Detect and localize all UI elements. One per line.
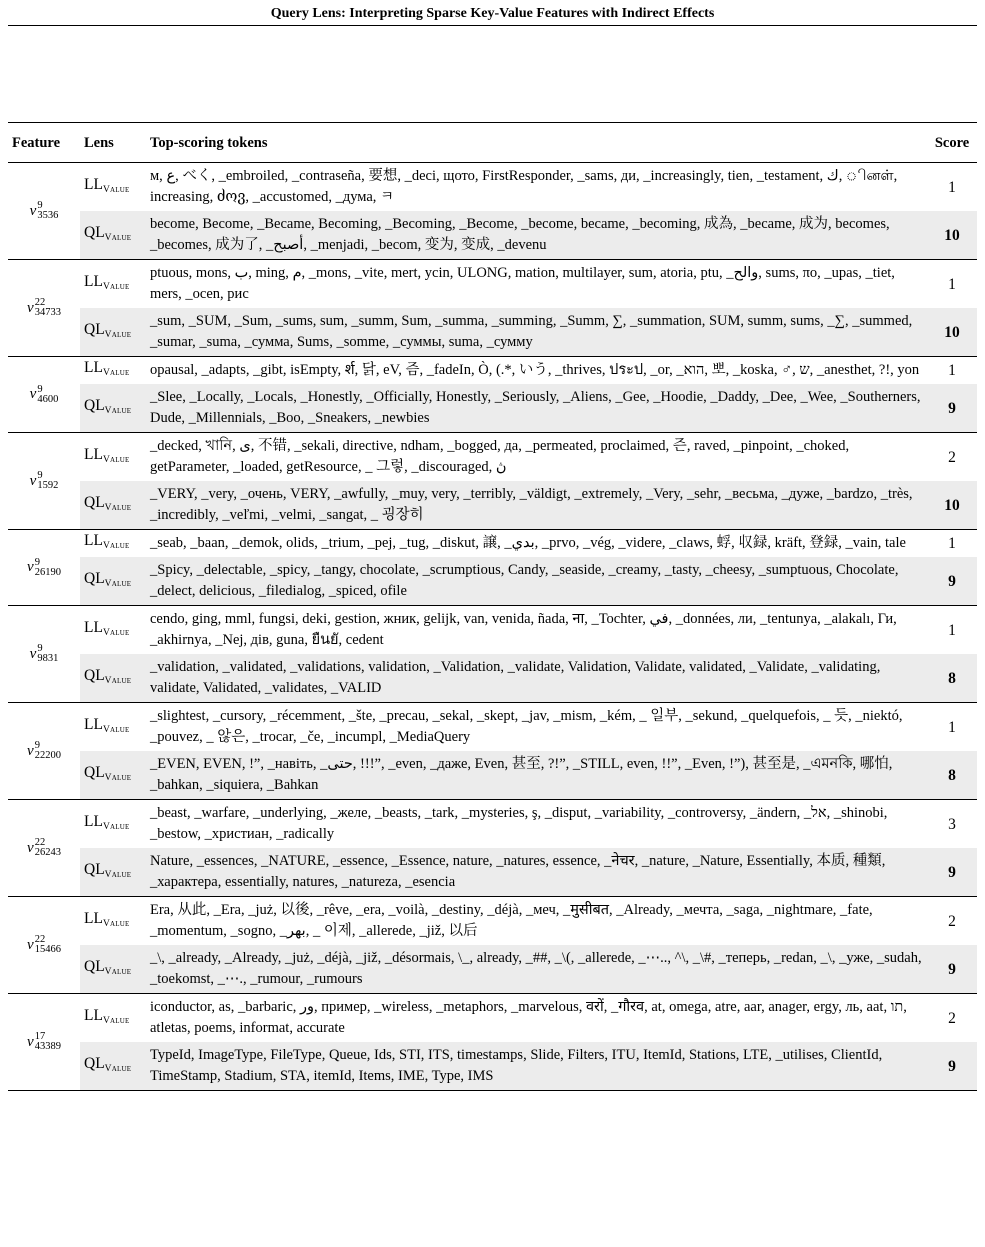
ll-token-list: _seab, _baan, _demok, olids, _trium, _pej, _tug, _diskut, 譲, _بدي, _prvo, _vég, _videre, _claws, 蜉, 収録, kräft, 登録, _vain, tale bbox=[146, 530, 927, 558]
ll-lens-label bbox=[80, 994, 146, 1043]
feature-indices bbox=[37, 385, 58, 405]
feature-index: 34733 bbox=[34, 307, 61, 319]
ll-lens-subscript: Value bbox=[102, 627, 130, 638]
feature-layer: 9 bbox=[37, 383, 43, 395]
ql-lens-name: QL bbox=[84, 860, 105, 878]
feature-id bbox=[8, 433, 80, 530]
ql-token-list: _EVEN, EVEN, !”, _навіть, _حتى, !!!”, _even, _даже, Even, 甚至, ?!”, _STILL, even, !!”, _Even, !”), 甚至是, _এমনকি, 哪怕, _bahkan, _siquiera, _Bahkan bbox=[146, 751, 927, 800]
feature-symbol: v bbox=[27, 839, 34, 856]
column-header-feature: Feature bbox=[8, 123, 80, 163]
ql-token-list: _Spicy, _delectable, _spicy, _tangy, chocolate, _scrumptious, Candy, _seaside, _creamy, _tasty, _cheesy, _sumptuous, Chocolate, _delect, delicious, _filedialog, _spiced, ofile bbox=[146, 557, 927, 606]
ll-lens-subscript: Value bbox=[102, 918, 130, 929]
feature-indices bbox=[35, 298, 61, 318]
running-header: Query Lens: Interpreting Sparse Key-Value Features with Indirect Effects bbox=[270, 6, 715, 21]
column-header-score: Score bbox=[927, 123, 977, 163]
ql-score: 9 bbox=[927, 848, 977, 897]
ll-lens-subscript: Value bbox=[102, 541, 130, 551]
ll-score: 3 bbox=[927, 800, 977, 849]
feature-indices bbox=[35, 838, 61, 858]
ql-score: 10 bbox=[927, 211, 977, 260]
ll-lens-label bbox=[80, 433, 146, 482]
ql-lens-label bbox=[80, 308, 146, 357]
ll-lens-label bbox=[80, 163, 146, 212]
ql-lens-name: QL bbox=[84, 320, 105, 338]
ql-token-list: _Slee, _Locally, _Locals, _Honestly, _Officially, Honestly, _Seriously, _Aliens, _Gee, _Hoodie, _Daddy, _Dee, _Wee, _Southerners, Dude, _Millennials, _Boo, _Sneakers, _newbies bbox=[146, 384, 927, 433]
ll-score: 1 bbox=[927, 163, 977, 212]
ll-token-list: _decked, খানি, ی, 不错, _sekali, directive, ndham, _bogged, да, _permeated, proclaimed, 즌, raved, _pinpoint, _choked, getParameter, _loaded, getResource, _ 그렇, _discouraged, ڽ bbox=[146, 433, 927, 482]
feature-indices bbox=[35, 558, 61, 578]
ll-lens-name: LL bbox=[84, 359, 103, 376]
ll-score: 1 bbox=[927, 530, 977, 558]
ql-lens-subscript: Value bbox=[104, 675, 132, 686]
ll-lens-subscript: Value bbox=[102, 1015, 130, 1026]
table-row bbox=[8, 800, 977, 849]
ql-lens-subscript: Value bbox=[104, 1063, 132, 1074]
feature-id bbox=[8, 800, 80, 897]
ll-lens-name: LL bbox=[84, 175, 103, 193]
ll-token-list: opausal, _adapts, _gibt, isEmpty, र्श, 닭, eV, 즘, _fadeIn, Ò, (.*, いう, _thrives, ประป, _or, _הוא, 뽀, _koska, ♂, ש, _anesthet, ?!, yon bbox=[146, 357, 927, 385]
feature-id bbox=[8, 163, 80, 260]
ql-token-list: _VERY, _very, _очень, VERY, _awfully, _muy, very, _terribly, _väldigt, _extremely, _Very, _sehr, _весьма, _дуже, _bardzo, _très, _incredibly, _veľmi, _velmi, _sangat, _ 굉장히 bbox=[146, 481, 927, 530]
ql-score: 9 bbox=[927, 384, 977, 433]
ll-lens-subscript: Value bbox=[102, 281, 130, 292]
ql-lens-subscript: Value bbox=[104, 869, 132, 880]
ql-lens-name: QL bbox=[84, 763, 105, 781]
ll-lens-label bbox=[80, 530, 146, 558]
feature-id bbox=[8, 703, 80, 800]
ql-score: 10 bbox=[927, 308, 977, 357]
ll-token-list: iconductor, as, _barbaric, ور, пример, _wireless, _metaphors, _marvelous, वरों, _गौरव, at, omega, atre, aar, anager, ergy, ль, aat, תו, atletas, poems, informat, accurate bbox=[146, 994, 927, 1043]
ll-score: 1 bbox=[927, 260, 977, 309]
ll-token-list: м, ع, べく, _embroiled, _contraseña, 要想, _deci, щото, FirstResponder, _sams, ди, _increasingly, tien, _testament, ك, ினள், increasing, ძოვ, _accustomed, _дума, ㅋ bbox=[146, 163, 927, 212]
ll-lens-label bbox=[80, 357, 146, 385]
table-row bbox=[8, 703, 977, 752]
feature-index: 3536 bbox=[37, 210, 59, 222]
feature-id bbox=[8, 260, 80, 357]
table-row bbox=[8, 848, 977, 897]
table-row bbox=[8, 606, 977, 655]
table-row bbox=[8, 530, 977, 558]
ll-score: 1 bbox=[927, 606, 977, 655]
header-rule bbox=[8, 25, 977, 26]
feature-indices bbox=[37, 644, 58, 664]
ll-lens-label bbox=[80, 800, 146, 849]
ql-lens-label bbox=[80, 557, 146, 606]
feature-index: 15466 bbox=[34, 944, 61, 956]
feature-layer: 9 bbox=[34, 556, 40, 568]
ll-lens-subscript: Value bbox=[102, 821, 130, 832]
ql-lens-name: QL bbox=[84, 1054, 105, 1072]
feature-id bbox=[8, 357, 80, 433]
feature-layer: 22 bbox=[34, 837, 46, 849]
ll-token-list: ptuous, mons, ب, ming, م, _mons, _vite, mert, ycin, ULONG, mation, multilayer, sum, atoria, ptu, _والح, sums, πο, _upas, _tiet, mers, _ocen, рис bbox=[146, 260, 927, 309]
ll-lens-subscript: Value bbox=[102, 184, 130, 195]
feature-symbol: v bbox=[27, 1033, 34, 1050]
ql-score: 10 bbox=[927, 481, 977, 530]
ql-lens-name: QL bbox=[84, 493, 105, 511]
ll-score: 2 bbox=[927, 994, 977, 1043]
feature-id bbox=[8, 530, 80, 606]
feature-symbol: v bbox=[29, 645, 37, 662]
feature-index: 22200 bbox=[34, 750, 61, 762]
table-row bbox=[8, 308, 977, 357]
ql-score: 8 bbox=[927, 751, 977, 800]
ll-lens-name: LL bbox=[84, 445, 103, 463]
ql-score: 9 bbox=[927, 1042, 977, 1091]
ql-lens-label bbox=[80, 384, 146, 433]
ql-lens-name: QL bbox=[84, 957, 105, 975]
ql-score: 8 bbox=[927, 654, 977, 703]
feature-index: 9831 bbox=[37, 653, 59, 665]
table-row bbox=[8, 357, 977, 385]
feature-id bbox=[8, 994, 80, 1091]
ql-lens-label bbox=[80, 751, 146, 800]
ql-token-list: _sum, _SUM, _Sum, _sums, sum, _summ, Sum, _summa, _summing, _Summ, ∑, _summation, SUM, summ, sums, _∑, _summed, _sumar, _suma, _сумма, Sums, _somme, _суммы, suma, _сумму bbox=[146, 308, 927, 357]
ql-lens-label bbox=[80, 848, 146, 897]
feature-layer: 9 bbox=[37, 200, 43, 212]
ql-lens-label bbox=[80, 211, 146, 260]
ql-lens-subscript: Value bbox=[104, 772, 132, 783]
table-row bbox=[8, 481, 977, 530]
feature-indices bbox=[35, 935, 61, 955]
ll-score: 2 bbox=[927, 897, 977, 946]
ll-lens-name: LL bbox=[84, 618, 103, 636]
table-row bbox=[8, 163, 977, 212]
ll-lens-label bbox=[80, 703, 146, 752]
feature-symbol: v bbox=[27, 559, 34, 575]
table-row bbox=[8, 384, 977, 433]
column-header-tokens: Top-scoring tokens bbox=[146, 123, 927, 163]
ll-lens-name: LL bbox=[84, 532, 103, 549]
ll-lens-subscript: Value bbox=[102, 724, 130, 735]
ql-lens-subscript: Value bbox=[104, 405, 132, 416]
feature-symbol: v bbox=[29, 386, 37, 402]
ll-token-list: _beast, _warfare, _underlying, _желе, _beasts, _tark, _mysteries, ş, _disput, _variability, _controversy, _ändern, _אל, _shinobi, _bestow, _христиан, _radically bbox=[146, 800, 927, 849]
ql-lens-name: QL bbox=[84, 396, 105, 414]
ll-token-list: cendo, ging, mml, fungsi, deki, gestion, жник, gelijk, van, venida, ñada, ना, _Tochter, في, _données, ли, _tentunya, _alakalı, Ги, _akhirnya, _Nej, дів, guna, ยืนยั, cedent bbox=[146, 606, 927, 655]
ll-lens-label bbox=[80, 606, 146, 655]
feature-layer: 9 bbox=[37, 470, 43, 482]
ql-score: 9 bbox=[927, 945, 977, 994]
ql-lens-subscript: Value bbox=[104, 966, 132, 977]
table-header-row bbox=[8, 123, 977, 163]
feature-index: 26190 bbox=[34, 566, 61, 578]
feature-index: 26243 bbox=[34, 847, 61, 859]
table-row bbox=[8, 654, 977, 703]
feature-layer: 9 bbox=[34, 740, 40, 752]
ql-token-list: Nature, _essences, _NATURE, _essence, _Essence, nature, _natures, essence, _नेचर, _nature, _Nature, Essentially, 本质, 種類, _характера, essentially, natures, _natureza, _esencia bbox=[146, 848, 927, 897]
feature-indices bbox=[35, 741, 61, 761]
feature-index: 1592 bbox=[37, 480, 59, 492]
feature-indices bbox=[37, 471, 58, 491]
feature-id bbox=[8, 897, 80, 994]
feature-index: 4600 bbox=[37, 393, 59, 405]
ll-token-list: _slightest, _cursory, _récemment, _šte, _precau, _sekal, _skept, _jav, _mism, _kém, _ 일부, _sekund, _quelquefois, _ 듯, _niektó, _pouvez, _ 않은, _trocar, _če, _incumpl, _MediaQuery bbox=[146, 703, 927, 752]
table-row bbox=[8, 260, 977, 309]
ql-lens-subscript: Value bbox=[104, 329, 132, 340]
table-row bbox=[8, 994, 977, 1043]
feature-symbol: v bbox=[29, 472, 37, 489]
ll-lens-name: LL bbox=[84, 1006, 103, 1024]
feature-symbol: v bbox=[29, 202, 37, 219]
feature-layer: 22 bbox=[34, 297, 46, 309]
table-row bbox=[8, 945, 977, 994]
ll-lens-label bbox=[80, 260, 146, 309]
feature-indices bbox=[35, 1032, 61, 1052]
ll-lens-name: LL bbox=[84, 909, 103, 927]
feature-symbol: v bbox=[27, 742, 34, 759]
ll-lens-label bbox=[80, 897, 146, 946]
ql-lens-name: QL bbox=[84, 569, 105, 587]
ll-lens-subscript: Value bbox=[102, 454, 130, 465]
feature-id bbox=[8, 606, 80, 703]
feature-layer: 17 bbox=[34, 1031, 46, 1043]
ll-lens-name: LL bbox=[84, 812, 103, 830]
ll-lens-name: LL bbox=[84, 272, 103, 290]
feature-indices bbox=[37, 201, 58, 221]
ql-lens-label bbox=[80, 1042, 146, 1091]
ll-score: 2 bbox=[927, 433, 977, 482]
feature-layer: 22 bbox=[34, 934, 46, 946]
ql-score: 9 bbox=[927, 557, 977, 606]
ql-token-list: become, Become, _Became, Becoming, _Becoming, _Become, _become, became, _becoming, 成為, _became, 成为, becomes, _becomes, 成为了, _أصبح, _menjadi, _becom, 变为, 变成, _devenu bbox=[146, 211, 927, 260]
feature-index: 43389 bbox=[34, 1041, 61, 1053]
table-body bbox=[8, 163, 977, 1091]
table-row bbox=[8, 211, 977, 260]
column-header-lens: Lens bbox=[80, 123, 146, 163]
table-row bbox=[8, 751, 977, 800]
table-row bbox=[8, 557, 977, 606]
ql-token-list: TypeId, ImageType, FileType, Queue, Ids, STI, ITS, timestamps, Slide, Filters, ITU, ItemId, Stations, LTE, _utilises, ClientId, TimeStamp, Stadium, STA, itemId, Items, IME, Type, IMS bbox=[146, 1042, 927, 1091]
ll-lens-subscript: Value bbox=[102, 368, 130, 378]
ll-score: 1 bbox=[927, 357, 977, 385]
ql-lens-subscript: Value bbox=[104, 232, 132, 243]
table-row bbox=[8, 1042, 977, 1091]
table-row bbox=[8, 897, 977, 946]
ql-lens-name: QL bbox=[84, 666, 105, 684]
feature-symbol: v bbox=[27, 936, 34, 953]
feature-layer: 9 bbox=[37, 643, 43, 655]
ql-lens-label bbox=[80, 654, 146, 703]
ll-lens-name: LL bbox=[84, 715, 103, 733]
ll-score: 1 bbox=[927, 703, 977, 752]
ql-token-list: _validation, _validated, _validations, validation, _Validation, _validate, Validation, Validate, validated, _Validate, _validating, validate, Validated, _validates, _VALID bbox=[146, 654, 927, 703]
table-row bbox=[8, 433, 977, 482]
ql-token-list: _\, _already, _Already, _już, _déjà, _již, _désormais, \_, already, _##, _\(, _allerede, _⋯.., ^\, _\#, _теперь, _redan, _\, _уже, _sudah, _toekomst, _⋯., _rumour, _rumours bbox=[146, 945, 927, 994]
feature-token-table bbox=[8, 122, 977, 1091]
ql-lens-name: QL bbox=[84, 223, 105, 241]
ll-token-list: Era, 从此, _Era, _już, 以後, _rêve, _era, _voilà, _destiny, _déjà, _меч, _मुसीबत, _Already, _мечта, _saga, _nightmare, _fate, _momentum, _sogno, _بهر, _ 이제, _allerede, _již, 以后 bbox=[146, 897, 927, 946]
ql-lens-subscript: Value bbox=[104, 578, 132, 589]
ql-lens-subscript: Value bbox=[104, 502, 132, 513]
feature-symbol: v bbox=[27, 299, 34, 316]
ql-lens-label bbox=[80, 945, 146, 994]
ql-lens-label bbox=[80, 481, 146, 530]
